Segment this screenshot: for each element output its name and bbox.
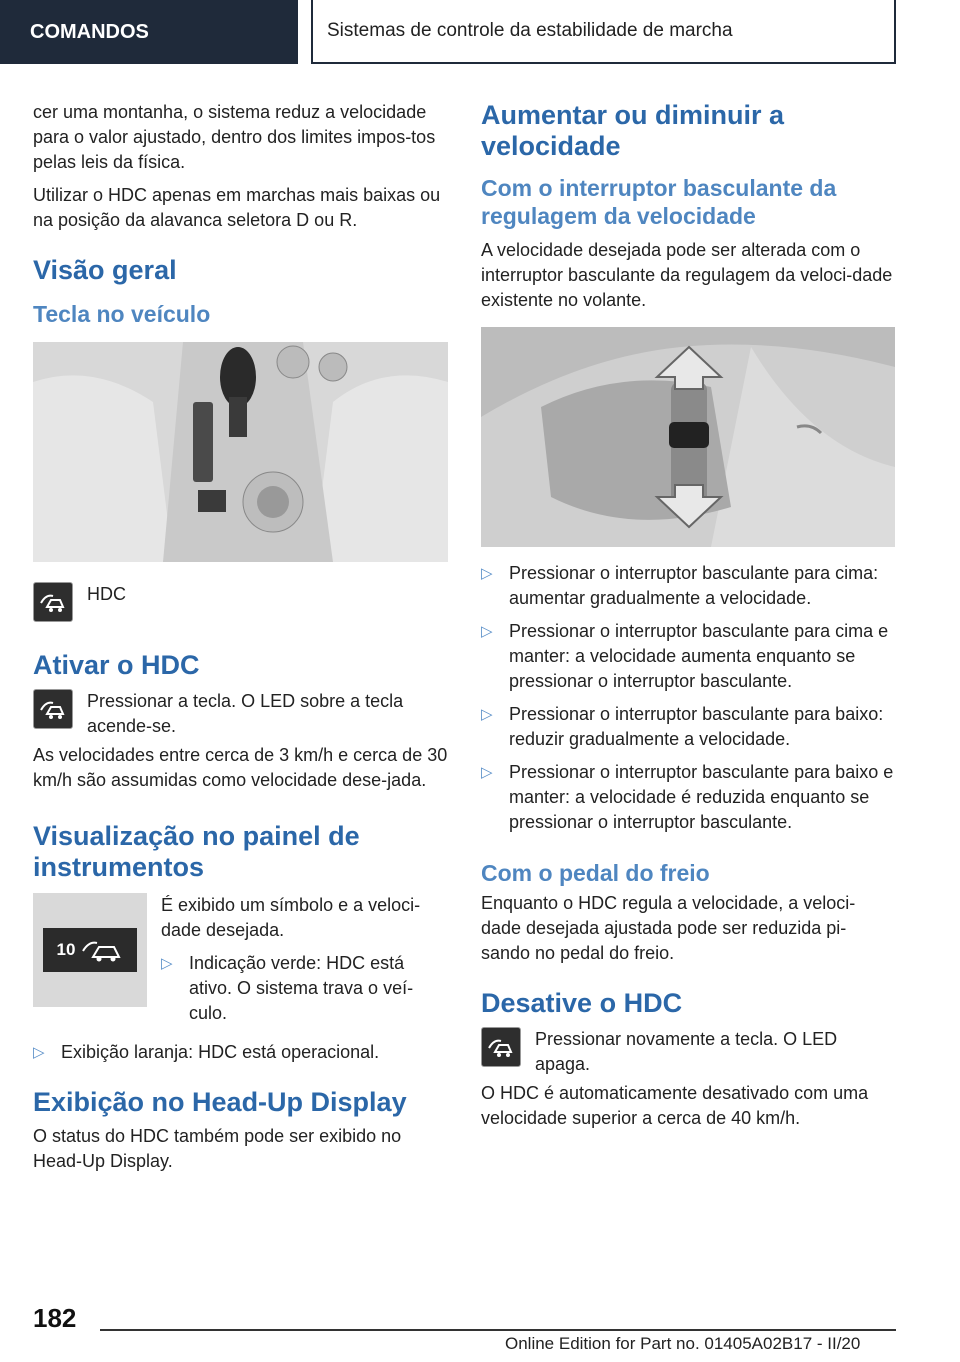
activate-text: Pressionar a tecla. O LED sobre a tecla acende-se. bbox=[87, 691, 404, 736]
cluster-symbol-image bbox=[33, 893, 147, 1007]
heading-hud: Exibição no Head-Up Display bbox=[33, 1087, 407, 1117]
list-item: ▷ Pressionar o interruptor basculante para cima: aumentar gradualmente a velocidade. bbox=[481, 563, 879, 608]
cluster-display-text: É exibido um símbolo e a veloci-dade desejada. bbox=[161, 895, 421, 940]
hdc-key-label: HDC bbox=[87, 584, 126, 604]
triangle-bullet-icon: ▷ bbox=[33, 1044, 45, 1061]
intro-paragraph-2: Utilizar o HDC apenas em marchas mais baixas ou na posição da alavanca seletora D ou R. bbox=[33, 185, 441, 230]
list-item: ▷ Indicação verde: HDC está ativo. O sistema trava o veí-culo. bbox=[161, 953, 414, 1023]
chapter-title: Sistemas de controle da estabilidade de marcha bbox=[327, 20, 733, 41]
hdc-key-icon bbox=[33, 689, 73, 729]
speeds-text: As velocidades entre cerca de 3 km/h e cerca de 30 km/h são assumidas como velocidade dese-jada. bbox=[33, 745, 448, 790]
list-item: ▷ Pressionar o interruptor basculante para baixo e manter: a velocidade é reduzida enquanto se pressionar o interruptor basculante. bbox=[481, 762, 894, 832]
hud-text: O status do HDC também pode ser exibido no Head-Up Display. bbox=[33, 1126, 402, 1171]
heading-overview: Visão geral bbox=[33, 255, 177, 285]
heading-activate-hdc: Ativar o HDC bbox=[33, 650, 200, 680]
list-item: ▷ Pressionar o interruptor basculante para cima e manter: a velocidade aumenta enquanto se pressionar o interruptor basculante. bbox=[481, 621, 889, 691]
hdc-key-icon bbox=[33, 582, 73, 622]
hdc-key-icon bbox=[481, 1027, 521, 1067]
rocker-text: A velocidade desejada pode ser alterada com o interruptor basculante da regulagem da veloci-dade existente no volante. bbox=[481, 240, 893, 310]
triangle-bullet-icon: ▷ bbox=[481, 565, 493, 582]
right-column bbox=[481, 100, 895, 1139]
brake-text: Enquanto o HDC regula a velocidade, a veloci-dade desejada ajustada pode ser reduzida pi-sando no pedal do freio. bbox=[481, 893, 856, 963]
heading-adjust-speed: Aumentar ou diminuir a velocidade bbox=[481, 100, 785, 161]
steering-wheel-photo bbox=[481, 327, 895, 547]
heading-brake-pedal: Com o pedal do freio bbox=[481, 860, 710, 886]
list-item: ▷ Exibição laranja: HDC está operacional. bbox=[33, 1040, 448, 1065]
hdc-car-icon bbox=[81, 937, 123, 963]
triangle-bullet-icon: ▷ bbox=[481, 706, 493, 723]
heading-rocker-switch: Com o interruptor basculante da regulagem da velocidade bbox=[481, 175, 837, 229]
section-title: COMANDOS bbox=[30, 20, 149, 43]
deactivate-text: Pressionar novamente a tecla. O LED apaga. bbox=[535, 1029, 838, 1074]
list-item: ▷ Pressionar o interruptor basculante para baixo: reduzir gradualmente a velocidade. bbox=[481, 704, 884, 749]
heading-key-in-vehicle: Tecla no veículo bbox=[33, 301, 211, 327]
triangle-bullet-icon: ▷ bbox=[161, 955, 173, 972]
chapter-header bbox=[311, 0, 896, 64]
section-tab bbox=[0, 0, 298, 64]
intro-paragraph-1: cer uma montanha, o sistema reduz a velocidade para o valor ajustado, dentro dos limites impos-tos pelas leis da física. bbox=[33, 102, 436, 172]
footer-divider bbox=[100, 1329, 896, 1331]
triangle-bullet-icon: ▷ bbox=[481, 764, 493, 781]
heading-deactivate-hdc: Desative o HDC bbox=[481, 988, 683, 1018]
cluster-speed-value: 10 bbox=[56, 940, 76, 959]
heading-cluster-display: Visualização no painel de instrumentos bbox=[33, 821, 360, 882]
triangle-bullet-icon: ▷ bbox=[481, 623, 493, 640]
auto-deactivate-text: O HDC é automaticamente desativado com uma velocidade superior a cerca de 40 km/h. bbox=[481, 1083, 869, 1128]
page-number: 182 bbox=[33, 1303, 77, 1333]
left-column bbox=[33, 100, 448, 1182]
edition-text: Online Edition for Part no. 01405A02B17 - II/20 bbox=[505, 1334, 861, 1353]
center-console-photo bbox=[33, 342, 448, 562]
